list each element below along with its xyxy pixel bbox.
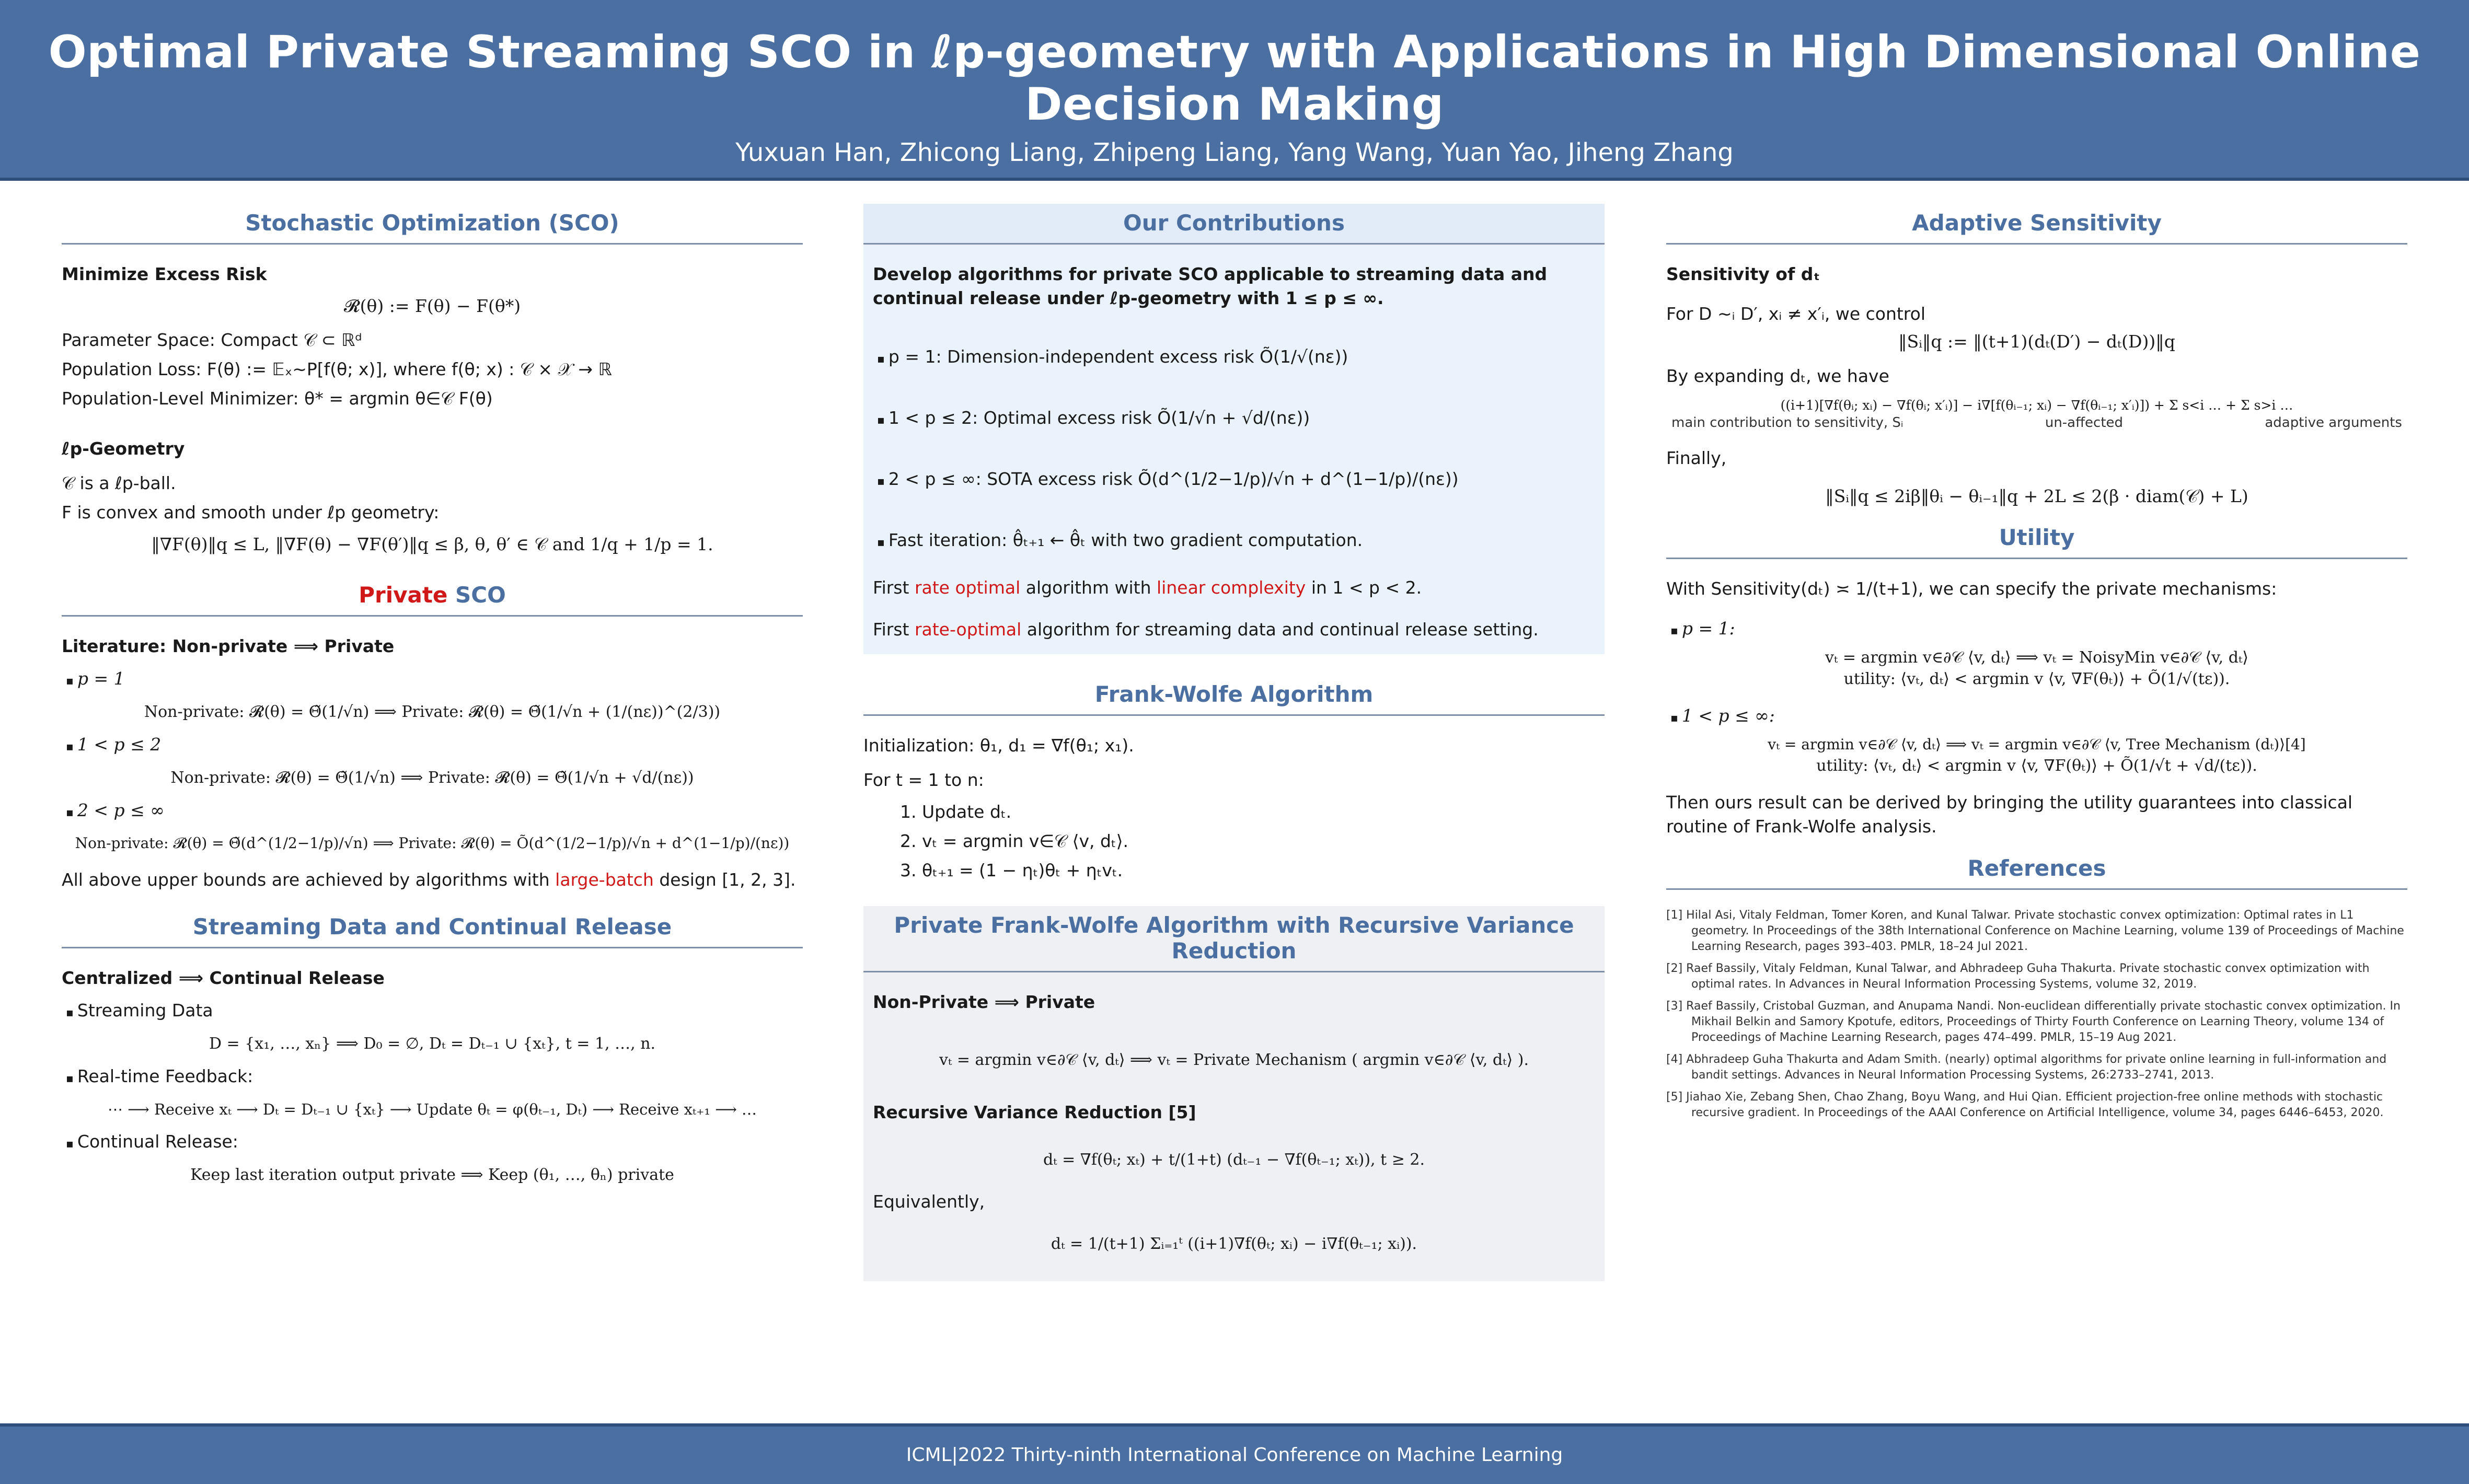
adaptive-eq2: ((i+1)[∇f(θᵢ; xᵢ) − ∇f(θᵢ; x′ᵢ)] − i∇[f(θᵢ₋₁; xᵢ) − ∇f(θᵢ₋₁; x′ᵢ)]) + Σ s<i … + Σ s>i …	[1780, 398, 2293, 413]
adaptive-labels	[1666, 415, 2407, 431]
sco-line: Population Loss: F(θ) := 𝔼ₓ∼P[f(θ; x)], where f(θ; x) : 𝒞 × 𝒳 → ℝ	[62, 359, 612, 379]
poster-header	[0, 0, 2469, 200]
pfw-equiv: Equivalently,	[873, 1191, 985, 1212]
poster-footer: ICML|2022 Thirty-ninth International Conference on Machine Learning	[0, 1423, 2469, 1484]
adaptive-line: By expanding dₜ, we have	[1666, 366, 1889, 386]
label-adaptive: adaptive arguments	[2265, 415, 2402, 431]
utility-tail: Then ours result can be derived by bringing the utility guarantees into classical routine of Frank-Wolfe analysis.	[1666, 792, 2353, 837]
case-condition: ▪ 1 < p ≤ 2	[66, 733, 803, 759]
streaming-item-eq: D = {x₁, …, xₙ} ⟹ D₀ = ∅, Dₜ = Dₜ₋₁ ∪ {xₜ}, t = 1, …, n.	[209, 1035, 656, 1053]
column-right	[1666, 204, 2407, 1127]
utility-eq: utility: ⟨vₜ, dₜ⟩ < argmin v ⟨v, ∇F(θₜ)⟩ + Õ(1/√t + √d/(tε)).	[1816, 757, 2257, 775]
reference-item: [3] Raef Bassily, Cristobal Guzman, and Anupama Nandi. Non-euclidean differentially private stochastic convex optimization. In Mikhail Belkin and Samory Kpotufe, editors, Proceedings of Thirty Fourth Conference on Learning Theory, volume 134 of Proceedings of Machine Learning Research, pages 474–499. PMLR, 15–19 Aug 2021.	[1666, 1000, 2401, 1044]
streaming-item-eq: ⋯ ⟶ Receive xₜ ⟶ Dₜ = Dₜ₋₁ ∪ {xₜ} ⟶ Update θₜ = φ(θₜ₋₁, Dₜ) ⟶ Receive xₜ₊₁ ⟶ …	[107, 1100, 757, 1118]
sco-line: Population-Level Minimizer: θ* = argmin θ∈𝒞 F(θ)	[62, 388, 493, 409]
contribution-item: ▪ 2 < p ≤ ∞: SOTA excess risk Õ(d^(1/2−1/p)/√n + d^(1−1/p)/(nε))	[877, 467, 1595, 494]
label-unaffected: un-affected	[2045, 415, 2124, 431]
utility-eq: vₜ = argmin v∈∂𝒞 ⟨v, dₜ⟩ ⟹ vₜ = argmin v∈∂𝒞 ⟨v, Tree Mechanism (dₜ)⟩[4]	[1768, 736, 2306, 753]
risk-equation: 𝓡(θ) := F(θ) − F(θ*)	[343, 296, 521, 316]
references-list	[1666, 908, 2407, 1121]
column-left	[62, 204, 803, 1196]
section-title-references: References	[1666, 849, 2407, 890]
utility-case: ▪ 1 < p ≤ ∞:	[1670, 704, 2407, 731]
case-equation: Non-private: 𝓡(θ) = Θ̃(d^(1/2−1/p)/√n) ⟹ Private: 𝓡(θ) = Õ(d^(1/2−1/p)/√n + d^(1−1/p)/(nε))	[75, 834, 790, 852]
case-condition: ▪ p = 1	[66, 667, 803, 693]
fw-loop: For t = 1 to n:	[863, 770, 984, 790]
pfw-sub2: Recursive Variance Reduction [5]	[873, 1102, 1196, 1122]
title-sco: SCO	[447, 582, 506, 608]
sco-subtitle: Minimize Excess Risk	[62, 264, 267, 284]
affiliation: The Hong Kong Univeresity of Science and Technology	[993, 179, 1476, 200]
section-title-streaming: Streaming Data and Continual Release	[62, 908, 803, 948]
sco-line: Parameter Space: Compact 𝒞 ⊂ ℝᵈ	[62, 330, 362, 350]
fw-step: 2. vₜ = argmin v∈𝒞 ⟨v, dₜ⟩.	[900, 831, 1128, 851]
pfw-eq2: dₜ = ∇f(θₜ; xₜ) + t/(1+t) (dₜ₋₁ − ∇f(θₜ₋₁; xₜ)), t ≥ 2.	[1043, 1151, 1425, 1169]
section-title-frank-wolfe: Frank-Wolfe Algorithm	[863, 675, 1605, 716]
utility-case: ▪ p = 1:	[1670, 617, 2407, 643]
geometry-line: 𝒞 is a ℓp-ball.	[62, 473, 176, 493]
section-title-utility: Utility	[1666, 518, 2407, 559]
section-title-adaptive: Adaptive Sensitivity	[1666, 204, 2407, 245]
first-claim-1: First rate optimal algorithm with linear complexity in 1 < p < 2.	[873, 577, 1422, 598]
bounds-note: All above upper bounds are achieved by algorithms with large-batch design [1, 2, 3].	[62, 869, 796, 890]
section-title-private-sco	[62, 576, 803, 617]
section-title-contributions: Our Contributions	[863, 204, 1605, 245]
section-title-sco: Stochastic Optimization (SCO)	[62, 204, 803, 245]
pfw-eq3: dₜ = 1/(t+1) Σᵢ₌₁ᵗ ((i+1)∇f(θₜ; xᵢ) − i∇f(θₜ₋₁; xᵢ)).	[1051, 1235, 1417, 1253]
reference-item: [5] Jiahao Xie, Zebang Shen, Chao Zhang, Boyu Wang, and Hui Qian. Efficient projection-free online methods with stochastic recursive gradient. In Proceedings of the AAAI Conference on Artificial Intelligence, volume 34, pages 6446–6453, 2020.	[1666, 1091, 2384, 1119]
adaptive-line: Finally,	[1666, 448, 1727, 468]
streaming-item-label: ▪ Continual Release:	[66, 1130, 803, 1156]
streaming-item-eq: Keep last iteration output private ⟹ Keep (θ₁, …, θₙ) private	[190, 1166, 674, 1184]
case-equation: Non-private: 𝓡(θ) = Θ̃(1/√n) ⟹ Private: 𝓡(θ) = Θ̃(1/√n + (1/(nε))^(2/3))	[144, 703, 721, 721]
streaming-item-label: ▪ Real-time Feedback:	[66, 1064, 803, 1091]
contributions-box	[863, 204, 1605, 654]
title-private: Private	[359, 582, 448, 608]
adaptive-eq3: ‖Sᵢ‖q ≤ 2iβ‖θᵢ − θᵢ₋₁‖q + 2L ≤ 2(β · diam(𝒞) + L)	[1825, 486, 2248, 506]
case-condition: ▪ 2 < p ≤ ∞	[66, 798, 803, 825]
streaming-subtitle: Centralized ⟹ Continual Release	[62, 968, 385, 988]
adaptive-sub: Sensitivity of dₜ	[1666, 264, 1820, 284]
section-title-private-fw: Private Frank-Wolfe Algorithm with Recursive Variance Reduction	[863, 906, 1605, 972]
case-equation: Non-private: 𝓡(θ) = Θ̃(1/√n) ⟹ Private: 𝓡(θ) = Θ̃(1/√n + √d/(nε))	[170, 769, 694, 787]
label-main-contribution: main contribution to sensitivity, Sᵢ	[1671, 415, 1903, 431]
poster-title: Optimal Private Streaming SCO in ℓp-geometry with Applications in High Dimensional Online Decision Making	[48, 26, 2421, 131]
utility-lead: With Sensitivity(dₜ) ≍ 1/(t+1), we can specify the private mechanisms:	[1666, 578, 2277, 599]
utility-eq: utility: ⟨vₜ, dₜ⟩ < argmin v ⟨v, ∇F(θₜ)⟩ + Õ(1/√(tε)).	[1843, 670, 2230, 688]
streaming-item-label: ▪ Streaming Data	[66, 999, 803, 1025]
fw-init: Initialization: θ₁, d₁ = ∇f(θ₁; x₁).	[863, 735, 1134, 756]
geometry-line: F is convex and smooth under ℓp geometry:	[62, 502, 440, 523]
private-sco-subtitle: Literature: Non-private ⟹ Private	[62, 636, 395, 656]
fw-step: 1. Update dₜ.	[900, 802, 1012, 822]
pfw-sub1: Non-Private ⟹ Private	[873, 992, 1095, 1012]
reference-item: [2] Raef Bassily, Vitaly Feldman, Kunal Talwar, and Abhradeep Guha Thakurta. Private stochastic convex optimization with optimal rates. In Advances in Neural Information Processing Systems, volume 32, 2019.	[1666, 962, 2370, 991]
adaptive-line: For D ∼ᵢ D′, xᵢ ≠ x′ᵢ, we control	[1666, 304, 1925, 324]
contribution-item: ▪ Fast iteration: θ̂ₜ₊₁ ← θ̂ₜ with two gradient computation.	[877, 528, 1595, 555]
pfw-eq1: vₜ = argmin v∈∂𝒞 ⟨v, dₜ⟩ ⟹ vₜ = Private Mechanism ( argmin v∈∂𝒞 ⟨v, dₜ⟩ ).	[939, 1051, 1529, 1069]
fw-step: 3. θₜ₊₁ = (1 − ηₜ)θₜ + ηₜvₜ.	[900, 860, 1123, 880]
column-middle	[863, 204, 1605, 1281]
first-claim-2: First rate-optimal algorithm for streaming data and continual release setting.	[873, 619, 1539, 640]
utility-eq: vₜ = argmin v∈∂𝒞 ⟨v, dₜ⟩ ⟹ vₜ = NoisyMin v∈∂𝒞 ⟨v, dₜ⟩	[1825, 648, 2249, 667]
adaptive-eq1: ‖Sᵢ‖q := ‖(t+1)(dₜ(D′) − dₜ(D))‖q	[1898, 331, 2175, 352]
reference-item: [1] Hilal Asi, Vitaly Feldman, Tomer Koren, and Kunal Talwar. Private stochastic convex optimization: Optimal rates in L1 geometry. In Proceedings of the 38th International Conference on Machine Learning, volume 139 of Proceedings of Machine Learning Research, pages 393–403. PMLR, 18–24 Jul 2021.	[1666, 909, 2404, 953]
private-fw-box	[863, 906, 1605, 1281]
contributions-lead: Develop algorithms for private SCO applicable to streaming data and continual release under ℓp-geometry with 1 ≤ p ≤ ∞.	[873, 264, 1548, 308]
reference-item: [4] Abhradeep Guha Thakurta and Adam Smith. (nearly) optimal algorithms for private online learning in full-information and bandit settings. Advances in Neural Information Processing Systems, 26:2733–2741, 2013.	[1666, 1053, 2387, 1082]
geometry-equation: ‖∇F(θ)‖q ≤ L, ‖∇F(θ) − ∇F(θ′)‖q ≤ β, θ, θ′ ∈ 𝒞 and 1/q + 1/p = 1.	[151, 534, 713, 554]
geometry-title: ℓp-Geometry	[62, 438, 185, 459]
authors: Yuxuan Han, Zhicong Liang, Zhipeng Liang, Yang Wang, Yuan Yao, Jiheng Zhang	[735, 138, 1734, 167]
contribution-item: ▪ 1 < p ≤ 2: Optimal excess risk Õ(1/√n + √d/(nε))	[877, 406, 1595, 433]
contribution-item: ▪ p = 1: Dimension-independent excess risk Õ(1/√(nε))	[877, 345, 1595, 372]
